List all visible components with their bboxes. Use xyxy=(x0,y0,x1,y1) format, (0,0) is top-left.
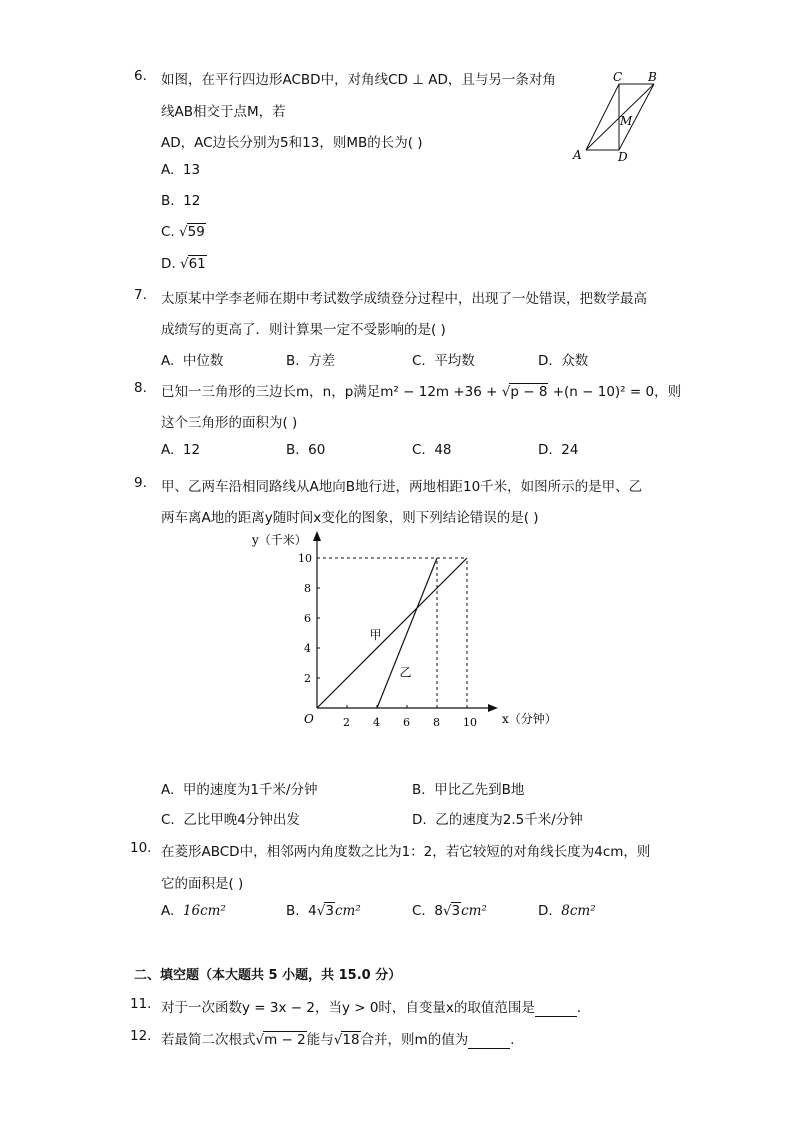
q7-option-b[interactable]: B. 方差 xyxy=(286,353,336,369)
y-tick-label: 8 xyxy=(304,582,311,595)
origin-label: O xyxy=(304,712,314,726)
x-tick-label: 10 xyxy=(463,716,477,729)
q6-option-b[interactable]: B. 12 xyxy=(161,193,201,209)
series-label-0: 甲 xyxy=(369,628,382,642)
x-axis-label: x（分钟） xyxy=(502,712,557,726)
q9-option-b[interactable]: B. 甲比乙先到B地 xyxy=(412,782,525,798)
sqrt-sign: √61 xyxy=(179,256,206,272)
q9-line-1: 甲、乙两车沿相同路线从A地向B地行进，两地相距10千米，如图所示的是甲、乙 xyxy=(161,479,643,495)
distance-time-chart xyxy=(240,528,560,738)
q6-line-3: AD，AC边长分别为5和13，则MB的长为( ) xyxy=(161,135,423,151)
q9-number: 9. xyxy=(134,475,147,491)
q8-option-a[interactable]: A. 12 xyxy=(161,442,201,458)
q8-line-2: 这个三角形的面积为( ) xyxy=(161,415,298,431)
q10-option-a[interactable]: A. 16cm² xyxy=(161,903,226,919)
parallelogram-figure xyxy=(568,64,668,164)
q6-option-c[interactable]: C. √59 xyxy=(161,224,205,240)
y-axis-arrow xyxy=(313,531,321,541)
sqrt-sign: √p − 8 xyxy=(501,384,548,400)
label-c: C xyxy=(613,70,623,84)
q9-option-c[interactable]: C. 乙比甲晚4分钟出发 xyxy=(161,812,300,828)
q6-number: 6. xyxy=(134,68,147,84)
series-label-1: 乙 xyxy=(399,665,412,680)
q10-line-2: 它的面积是( ) xyxy=(161,876,244,892)
q10-number: 10. xyxy=(130,840,152,856)
q7-line-1: 太原某中学李老师在期中考试数学成绩登分过程中，出现了一处错误，把数学最高 xyxy=(161,291,647,307)
q8-number: 8. xyxy=(134,380,147,396)
q12-number: 12. xyxy=(130,1028,152,1044)
label-a: A xyxy=(573,148,582,162)
q7-option-c[interactable]: C. 平均数 xyxy=(412,353,475,369)
x-tick-label: 6 xyxy=(403,716,410,729)
label-m: M xyxy=(620,114,633,128)
y-tick-label: 4 xyxy=(304,642,311,655)
q12-line: 若最简二次根式√m − 2能与√18合并，则m的值为 ． xyxy=(161,1032,524,1048)
x-tick-label: 8 xyxy=(433,716,440,729)
q11-line: 对于一次函数y = 3x − 2，当y > 0时，自变量x的取值范围是 ． xyxy=(161,1000,591,1016)
label-b: B xyxy=(648,70,657,84)
answer-blank[interactable] xyxy=(535,1000,577,1017)
y-tick-label: 6 xyxy=(304,612,311,625)
q8-option-d[interactable]: D. 24 xyxy=(538,442,579,458)
q7-number: 7. xyxy=(134,287,147,303)
series-line-0 xyxy=(317,558,467,708)
q7-option-d[interactable]: D. 众数 xyxy=(538,353,589,369)
x-axis-arrow xyxy=(488,704,498,712)
series-line-1 xyxy=(377,558,437,708)
sqrt-sign: √59 xyxy=(179,224,205,240)
q6-option-d[interactable]: D. √61 xyxy=(161,256,206,272)
q7-line-2: 成绩写的更高了．则计算果一定不受影响的是( ) xyxy=(161,322,446,338)
q10-option-b[interactable]: B. 4√3cm² xyxy=(286,903,361,919)
x-tick-label: 2 xyxy=(343,716,350,729)
q9-option-d[interactable]: D. 乙的速度为2.5千米/分钟 xyxy=(412,812,583,828)
q8-option-c[interactable]: C. 48 xyxy=(412,442,452,458)
q10-line-1: 在菱形ABCD中，相邻两内角度数之比为1：2，若它较短的对角线长度为4cm，则 xyxy=(161,844,651,860)
q7-option-a[interactable]: A. 中位数 xyxy=(161,353,224,369)
q10-option-d[interactable]: D. 8cm² xyxy=(538,903,596,919)
label-d: D xyxy=(618,150,628,164)
x-tick-label: 4 xyxy=(373,716,380,729)
sqrt-sign: √3 xyxy=(442,903,461,919)
q6-option-a[interactable]: A. 13 xyxy=(161,162,201,178)
edge-ca xyxy=(586,84,619,150)
y-axis-label: y（千米） xyxy=(252,533,307,547)
q11-number: 11. xyxy=(130,996,152,1012)
q6-line-2: 线AB相交于点M，若 xyxy=(161,104,286,120)
q9-line-2: 两车离A地的距离y随时间x变化的图象，则下列结论错误的是( ) xyxy=(161,510,539,526)
q8-option-b[interactable]: B. 60 xyxy=(286,442,326,458)
q10-option-c[interactable]: C. 8√3cm² xyxy=(412,903,487,919)
sqrt-sign: √3 xyxy=(316,903,334,919)
y-tick-label: 2 xyxy=(304,672,311,685)
sqrt-sign: √m − 2 xyxy=(255,1032,306,1048)
q6-line-1: 如图，在平行四边形ACBD中，对角线CD ⊥ AD，且与另一条对角 xyxy=(161,72,556,88)
q8-line-1: 已知一三角形的三边长m，n，p满足m² − 12m +36 + √p − 8 +(n − 10)² = 0，则 xyxy=(161,384,682,400)
q9-option-a[interactable]: A. 甲的速度为1千米/分钟 xyxy=(161,782,318,798)
section-title: 二、填空题（本大题共 5 小题，共 15.0 分） xyxy=(134,968,402,983)
sqrt-sign: √18 xyxy=(333,1032,360,1048)
y-tick-label: 10 xyxy=(298,552,312,565)
answer-blank[interactable] xyxy=(468,1032,510,1049)
